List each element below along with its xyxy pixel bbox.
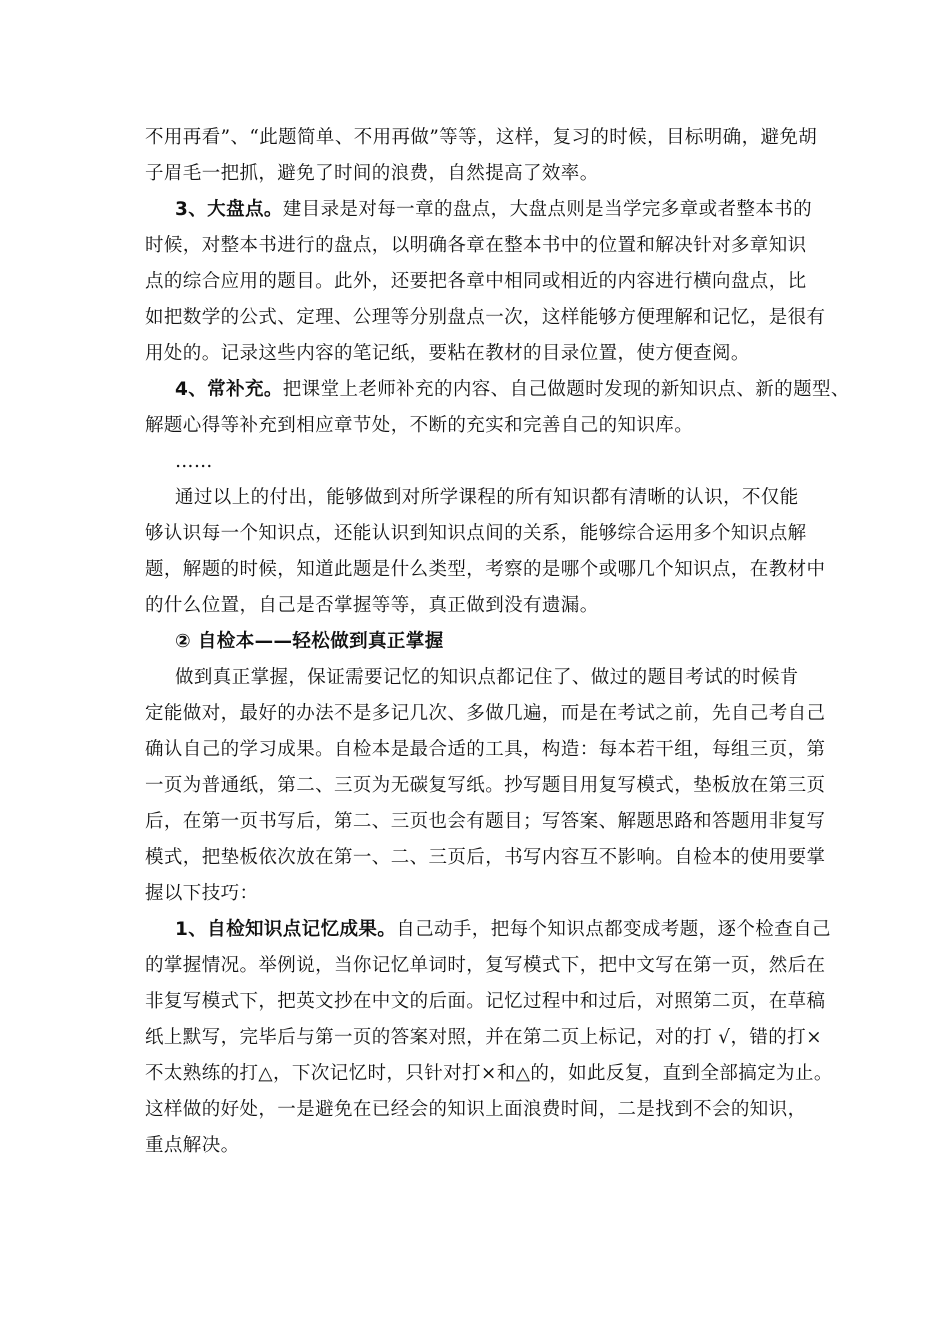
paragraph-line: 后，在第一页书写后，第二、三页也会有题目；写答案、解题思路和答题用非复写 [145, 811, 826, 832]
paragraph-text: 建目录是对每一章的盘点，大盘点则是当学完多章或者整本书的 [282, 199, 812, 220]
paragraph-line: 如把数学的公式、定理、公理等分别盘点一次，这样能够方便理解和记忆，是很有 [145, 307, 826, 328]
section-heading-line [175, 918, 831, 942]
section-heading-line [175, 198, 812, 222]
paragraph-line: 这样做的好处，一是避免在已经会的知识上面浪费时间，二是找到不会的知识， [145, 1099, 807, 1120]
paragraph-line: 不太熟练的打△，下次记忆时，只针对打×和△的，如此反复，直到全部搞定为止。 [145, 1063, 833, 1084]
paragraph-line: 时候，对整本书进行的盘点，以明确各章在整本书中的位置和解决针对多章知识 [145, 235, 807, 256]
paragraph-line: 点的综合应用的题目。此外，还要把各章中相同或相近的内容进行横向盘点，比 [145, 271, 807, 292]
paragraph-line: 模式，把垫板依次放在第一、二、三页后，书写内容互不影响。自检本的使用要掌 [145, 847, 826, 868]
paragraph-line: 不用再看”、“此题简单、不用再做”等等，这样，复习的时候，目标明确，避免胡 [145, 127, 818, 148]
section-heading: 1、自检知识点记忆成果。 [175, 919, 397, 940]
paragraph-line: 重点解决。 [145, 1135, 240, 1156]
paragraph-line: 做到真正掌握，保证需要记忆的知识点都记住了、做过的题目考试的时候肯 [175, 667, 799, 688]
paragraph-line: 一页为普通纸，第二、三页为无碳复写纸。抄写题目用复写模式，垫板放在第三页 [145, 775, 826, 796]
paragraph-text: 把课堂上老师补充的内容、自己做题时发现的新知识点、新的题型、 [282, 379, 850, 400]
paragraph-line: 解题心得等补充到相应章节处，不断的充实和完善自己的知识库。 [145, 415, 694, 436]
paragraph-line: 定能做对，最好的办法不是多记几次、多做几遍，而是在考试之前，先自己考自己 [145, 703, 826, 724]
paragraph-line: 纸上默写，完毕后与第一页的答案对照，并在第二页上标记，对的打 √，错的打× [145, 1027, 822, 1048]
subsection-heading: ② 自检本——轻松做到真正掌握 [175, 631, 444, 652]
section-heading: 4、常补充。 [175, 379, 283, 400]
section-heading: 3、大盘点。 [175, 199, 283, 220]
paragraph-line: 子眉毛一把抓，避免了时间的浪费，自然提高了效率。 [145, 163, 599, 184]
ellipsis-line: …… [175, 451, 213, 472]
section-heading-line [175, 378, 850, 402]
paragraph-line: 确认自己的学习成果。自检本是最合适的工具，构造：每本若干组，每组三页，第 [145, 739, 826, 760]
paragraph-line: 的掌握情况。举例说，当你记忆单词时，复写模式下，把中文写在第一页，然后在 [145, 955, 826, 976]
paragraph-line: 非复写模式下，把英文抄在中文的后面。记忆过程中和过后，对照第二页，在草稿 [145, 991, 826, 1012]
paragraph-line: 通过以上的付出，能够做到对所学课程的所有知识都有清晰的认识，不仅能 [175, 487, 799, 508]
paragraph-text: 自己动手，把每个知识点都变成考题，逐个检查自己 [396, 919, 831, 940]
paragraph-line: 用处的。记录这些内容的笔记纸，要粘在教材的目录位置，使方便查阅。 [145, 343, 750, 364]
paragraph-line: 握以下技巧： [145, 883, 259, 904]
paragraph-line: 题，解题的时候，知道此题是什么类型，考察的是哪个或哪几个知识点，在教材中 [145, 559, 826, 580]
paragraph-line: 够认识每一个知识点，还能认识到知识点间的关系，能够综合运用多个知识点解 [145, 523, 807, 544]
paragraph-line: 的什么位置，自己是否掌握等等，真正做到没有遗漏。 [145, 595, 599, 616]
